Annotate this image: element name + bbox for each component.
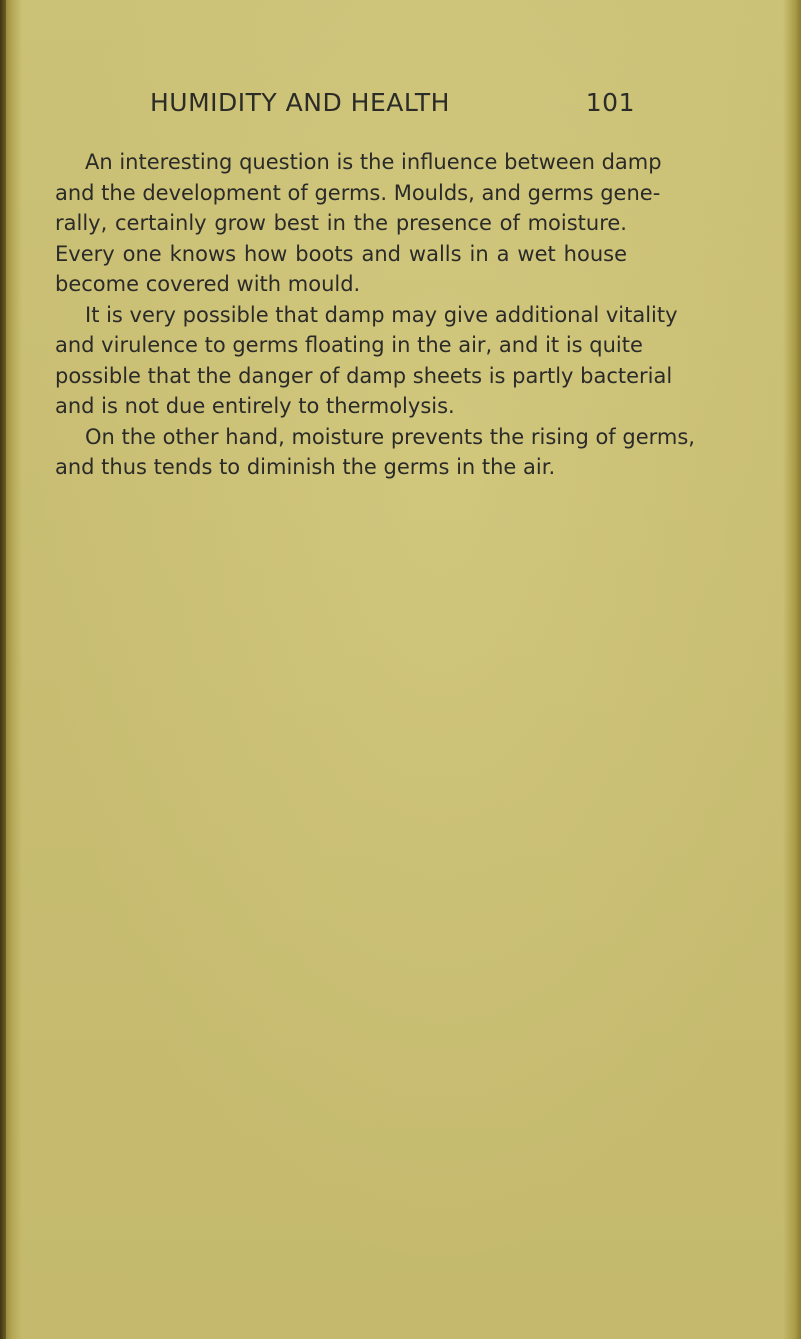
text-line: become covered with mould.	[55, 272, 361, 296]
paragraph-1	[55, 147, 662, 300]
running-head-title: HUMIDITY AND HEALTH	[150, 88, 450, 117]
text-line: An interesting question is the influence between damp	[85, 150, 662, 174]
page-right-edge	[783, 0, 801, 1339]
binding-shadow	[0, 0, 6, 1339]
paragraph-3	[55, 422, 695, 483]
running-head	[150, 88, 635, 128]
text-line: and the development of germs. Moulds, and germs gene-	[55, 180, 661, 205]
text-line: possible that the danger of damp sheets is partly bacterial	[55, 363, 673, 388]
text-line: rally, certainly grow best in the presence of moisture.	[55, 211, 627, 235]
text-line: and thus tends to diminish the germs in the air.	[55, 455, 556, 479]
page-number: 101	[585, 88, 635, 117]
text-line: and is not due entirely to thermolysis.	[55, 394, 455, 418]
text-line: It is very possible that damp may give additional vitality	[85, 302, 678, 327]
body-text	[55, 147, 695, 483]
text-line: and virulence to germs floating in the air, and it is quite	[55, 333, 643, 357]
text-line: On the other hand, moisture prevents the rising of germs,	[85, 424, 695, 449]
paragraph-2	[55, 300, 678, 422]
text-line: Every one knows how boots and walls in a wet house	[55, 241, 627, 266]
